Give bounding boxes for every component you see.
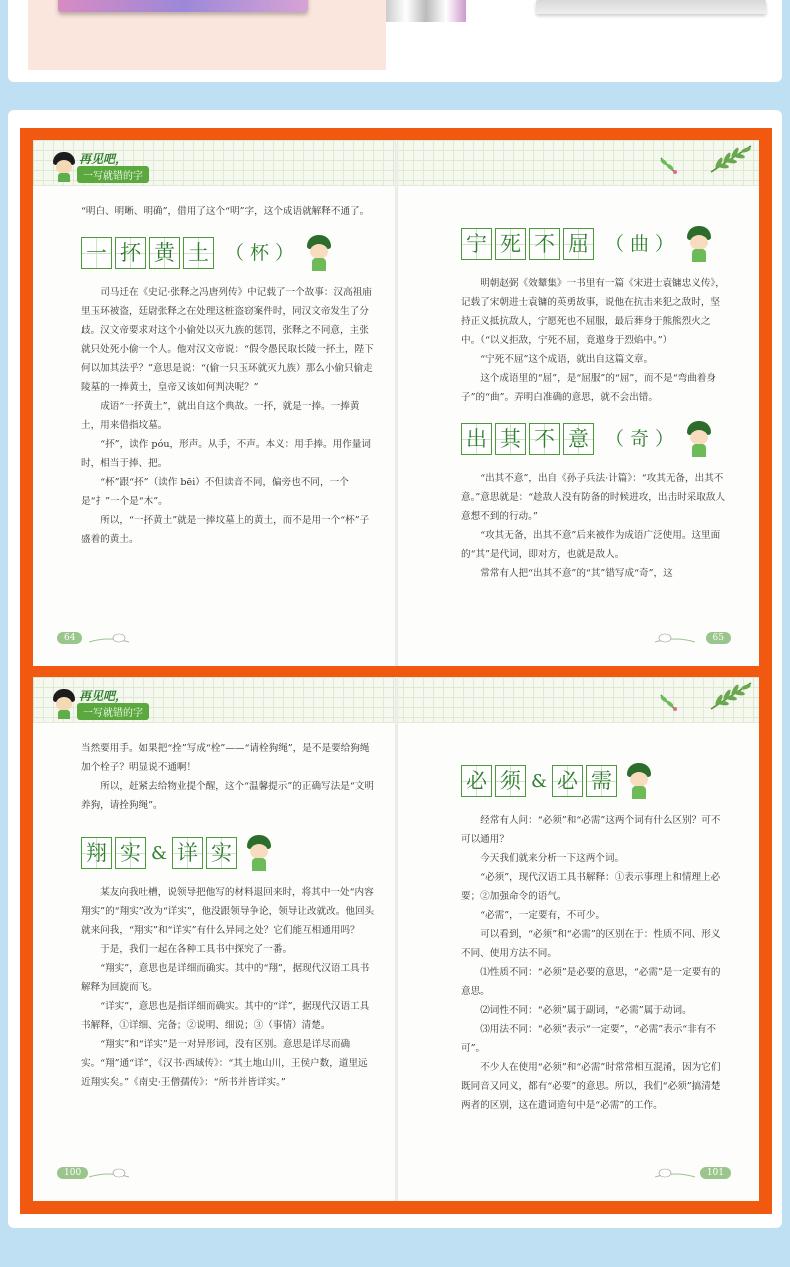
idiom-title	[81, 835, 375, 871]
paragraph: “翔实”和“详实”是一对异形词，没有区别。意思是详尽而确实。“翔”通“详”，《汉书·西域传》：“其土地山川，王侯户数，道里远近翔实矣。”《南史·王僧孺传》：“所书并皆详实。”	[81, 1039, 368, 1088]
paragraph: 今天我们就来分析一下这两个词。	[480, 853, 625, 864]
book-spread-64-65	[33, 140, 759, 666]
paragraph: 明朝赵弼《效颦集》一书里有一篇《宋进士袁镛忠义传》，记载了宋朝进士袁镛的英勇故事，说他在抗击来犯之敌时，坚持正义抵抗敌人，宁愿死也不屈服，最后葬身于熊熊烈火之中。（“以义拒敌，宁死不屈，竟遨身于烈焰中。”）	[461, 278, 725, 346]
paragraph: 成语“一抔黄土”，就出自这个典故。一抔，就是一捧。一捧黄土，用来借指坟墓。	[81, 401, 360, 431]
title-char: 一	[81, 237, 112, 269]
bunny-icon	[89, 1165, 129, 1179]
page-number: 100	[57, 1167, 88, 1179]
paragraph: 于是，我们一起在各种工具书中探究了一番。	[100, 944, 293, 955]
logo-title: 再见吧，	[79, 689, 128, 703]
bunny-icon	[89, 630, 129, 644]
book-spine	[395, 677, 398, 1201]
page-101	[461, 757, 727, 1115]
bunny-icon	[655, 630, 695, 644]
paragraph: 可以看到，“必须”和“必需”的区别在于：性质不同、形义不同、使用方法不同。	[461, 929, 721, 959]
leaf-icon	[709, 144, 753, 174]
intro-paragraph: 当然要用手。如果把“拴”写成“栓”——“请栓狗绳”，是不是要给狗绳加个栓子？明显说不通啊！	[81, 743, 370, 773]
page-100	[81, 739, 375, 1092]
title-char: 必	[461, 765, 492, 797]
series-logo	[53, 150, 203, 184]
ampersand: &	[531, 770, 548, 792]
paragraph: 司马迁在《史记·张释之冯唐列传》中记载了一个故事：汉高祖庙里玉环被盗，廷尉张释之在处理这桩盗窃案件时，同汉文帝发生了分歧。汉文帝要求对这个小偷处以灭九族的惩罚，张释之不同意，主张就只处死小偷一个人。他对汉文帝说：“假令愚民取长陵一抔土，陛下何以加其法乎？”意思是说：“(偷一只玉环就灭九族）那么小偷只偷走陵墓的一捧黄土，皇帝又该如何判决呢？”	[81, 287, 374, 393]
book-image	[58, 0, 308, 12]
series-logo	[53, 687, 203, 721]
paragraph: ⑶用法不同：“必须”表示“一定要”，“必需”表示“非有不可”。	[461, 1024, 716, 1054]
page-number: 65	[706, 632, 731, 644]
title-char: 其	[495, 423, 526, 455]
intro-paragraph: 所以，赶紧去给物业提个醒，这个“温馨提示”的正确写法是“文明养狗，请拴狗绳”。	[81, 781, 374, 811]
title-char: 不	[529, 423, 560, 455]
paragraph: 经常有人问：“必须”和“必需”这两个词有什么区别？可不可以通用？	[461, 815, 721, 845]
product-photo	[28, 0, 780, 70]
paragraph: ⑴性质不同：“必须”是必要的意思，“必需”是一定要有的意思。	[461, 967, 721, 997]
paragraph: “杯”跟“抔”（读作 bēi）不但读音不同，偏旁也不同，一个是“扌”一个是“木”。	[81, 477, 349, 507]
page-number: 64	[57, 632, 82, 644]
paragraph: “详实”，意思也是指详细而确实。其中的“详”，据现代汉语工具书解释，①详细、完备；②说明、细说；③（事情）清楚。	[81, 1001, 370, 1031]
kid-icon	[686, 421, 712, 457]
leaf-icon	[709, 681, 753, 711]
kid-icon	[686, 226, 712, 262]
paragraph: ⑵词性不同：“必须”属于副词，“必需”属于动词。	[480, 1005, 692, 1016]
title-char: 不	[529, 228, 560, 260]
book-spread-100-101	[33, 677, 759, 1201]
paragraph: 某友向我吐槽，说领导把他写的材料退回来时，将其中一处“内容翔实”的“翔实”改为“详实”，他没跟领导争论，领导让改就改。他回头就来问我，“翔实”和“详实”有什么异同之处？它们能互相通用吗？	[81, 887, 375, 936]
paragraph: 所以，“一抔黄土”就是一捧坟墓上的黄土，而不是用一个“杯”子盛着的黄土。	[81, 515, 370, 545]
book-spine	[395, 140, 398, 666]
book-stack-image	[386, 0, 780, 70]
logo-subtitle: 一写就错的字	[77, 166, 149, 183]
title-char: 翔	[81, 837, 112, 869]
title-char: 实	[115, 837, 146, 869]
intro-paragraph: “明白、明晰、明确”，借用了这个“明”字，这个成语就解释不通了。	[81, 206, 370, 217]
mascot-icon	[53, 689, 75, 719]
title-char: 死	[495, 228, 526, 260]
paragraph: 不少人在使用“必须”和“必需”时常常相互混淆，因为它们既同音又同义，都有“必要”的意思。所以，我们“必须”搞清楚两者的区别，这在遣词造句中是“必需”的工作。	[461, 1062, 721, 1111]
paragraph: 常常有人把“出其不意”的“其”错写成“奇”，这	[480, 568, 673, 579]
page-64	[81, 202, 375, 549]
bunny-icon	[655, 1165, 695, 1179]
paragraph: “宁死不屈”这个成语，就出自这篇文章。	[480, 354, 654, 365]
mascot-icon	[53, 152, 75, 182]
wrong-char-note: （曲）	[605, 232, 681, 255]
title-char: 实	[206, 837, 237, 869]
title-char: 需	[586, 765, 617, 797]
paragraph: “必需”，一定要有，不可少。	[480, 910, 606, 921]
title-char: 出	[461, 423, 492, 455]
idiom-title	[461, 421, 727, 457]
paragraph: “必须”，现代汉语工具书解释：①表示事理上和情理上必要；②加强命令的语气。	[461, 872, 721, 902]
idiom-title	[81, 235, 375, 271]
title-char: 土	[183, 237, 214, 269]
ampersand: &	[151, 842, 168, 864]
paragraph: “翔实”，意思也是详细而确实。其中的“翔”，据现代汉语工具书解释为回旋而飞。	[81, 963, 370, 993]
title-char: 宁	[461, 228, 492, 260]
sprig-icon	[657, 154, 679, 176]
book-cover-image	[536, 0, 766, 14]
wrong-char-note: （奇）	[605, 427, 681, 450]
paragraph: 这个成语里的“屈”，是“屈服”的“屈”，而不是“弯曲着身子”的“曲”。弄明白准确的意思，就不会出错。	[461, 373, 716, 403]
paragraph: “攻其无备，出其不意”后来被作为成语广泛使用。这里面的“其”是代词，即对方，也就是敌人。	[461, 530, 721, 560]
logo-subtitle: 一写就错的字	[77, 703, 149, 720]
book-spines-image	[386, 0, 466, 22]
title-char: 抔	[115, 237, 146, 269]
idiom-title	[461, 226, 727, 262]
title-char: 须	[495, 765, 526, 797]
title-char: 黄	[149, 237, 180, 269]
kid-icon	[306, 235, 332, 271]
kid-icon	[626, 763, 652, 799]
paragraph: “抔”，读作 póu，形声。从手，不声。本义：用手捧。用作量词时，相当于捧、把。	[81, 439, 371, 469]
page-65	[461, 220, 727, 583]
wrong-char-note: （杯）	[225, 241, 301, 264]
paragraph: “出其不意”，出自《孙子兵法·计篇》：“攻其无备，出其不意。”意思就是：“趁敌人没有防备的时候进攻，出击时采取敌人意想不到的行动。”	[461, 473, 726, 522]
page-number: 101	[700, 1167, 731, 1179]
title-char: 必	[552, 765, 583, 797]
kid-icon	[246, 835, 272, 871]
title-char: 意	[563, 423, 594, 455]
title-char: 详	[172, 837, 203, 869]
sprig-icon	[657, 691, 679, 713]
title-char: 屈	[563, 228, 594, 260]
logo-title: 再见吧，	[79, 152, 128, 166]
top-photo-card	[8, 0, 782, 82]
idiom-title	[461, 763, 727, 799]
